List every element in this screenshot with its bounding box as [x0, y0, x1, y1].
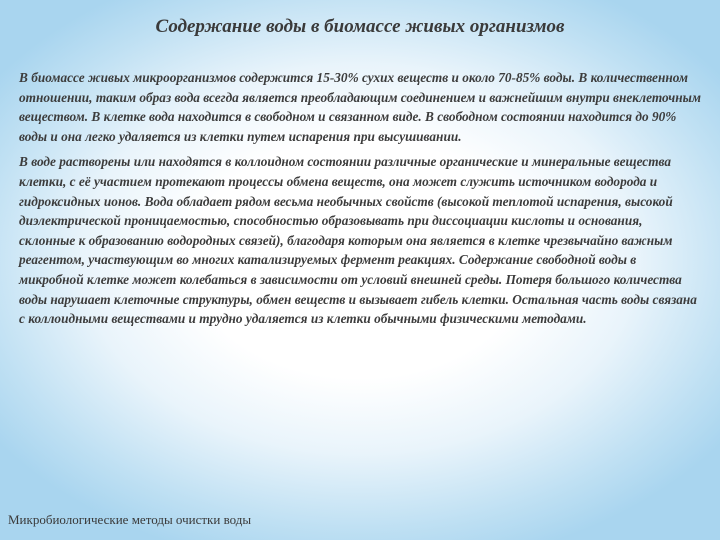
slide-title: Содержание воды в биомассе живых организмов — [155, 16, 565, 37]
slide-footer: Микробиологические методы очистки воды — [8, 512, 252, 527]
paragraph-water-content: В биомассе живых микроорганизмов содержится 15-30% сухих веществ и около 70-85% воды. В количественном отношении, таким образ вода всегда является преобладающим соединением и важнейшим внутри внеклеточным веществом. В клетке вода находится в свободном и связанном виде. В свободном состоянии находится до 90% воды и она легко удаляется из клетки путем испарения при высушивании. — [19, 70, 702, 144]
slide-body — [19, 68, 701, 329]
paragraph-water-properties: В воде растворены или находятся в коллоидном состоянии различные органические и минеральные вещества клетки, с её участием протекают процессы обмена веществ, она может служить источником водорода и гидроксидных ионов. Вода обладает рядом весьма необычных свойств (высокой теплотой испарения, высокой диэлектрической проницаемостью, способностью образовывать при диссоциации кислоты и основания, склонные к образованию водородных связей), благодаря которым она является в клетке чрезвычайно важным реагентом, участвующим во многих катализируемых фермент реакциях. Содержание свободной воды в микробной клетке может колебаться в зависимости от условий внешней среды. Потеря большого количества воды нарушает клеточные структуры, обмен веществ и вызывает гибель клетки. Остальная часть воды связана с коллоидными веществами и трудно удаляется из клетки обычными физическими методами. — [19, 154, 697, 327]
